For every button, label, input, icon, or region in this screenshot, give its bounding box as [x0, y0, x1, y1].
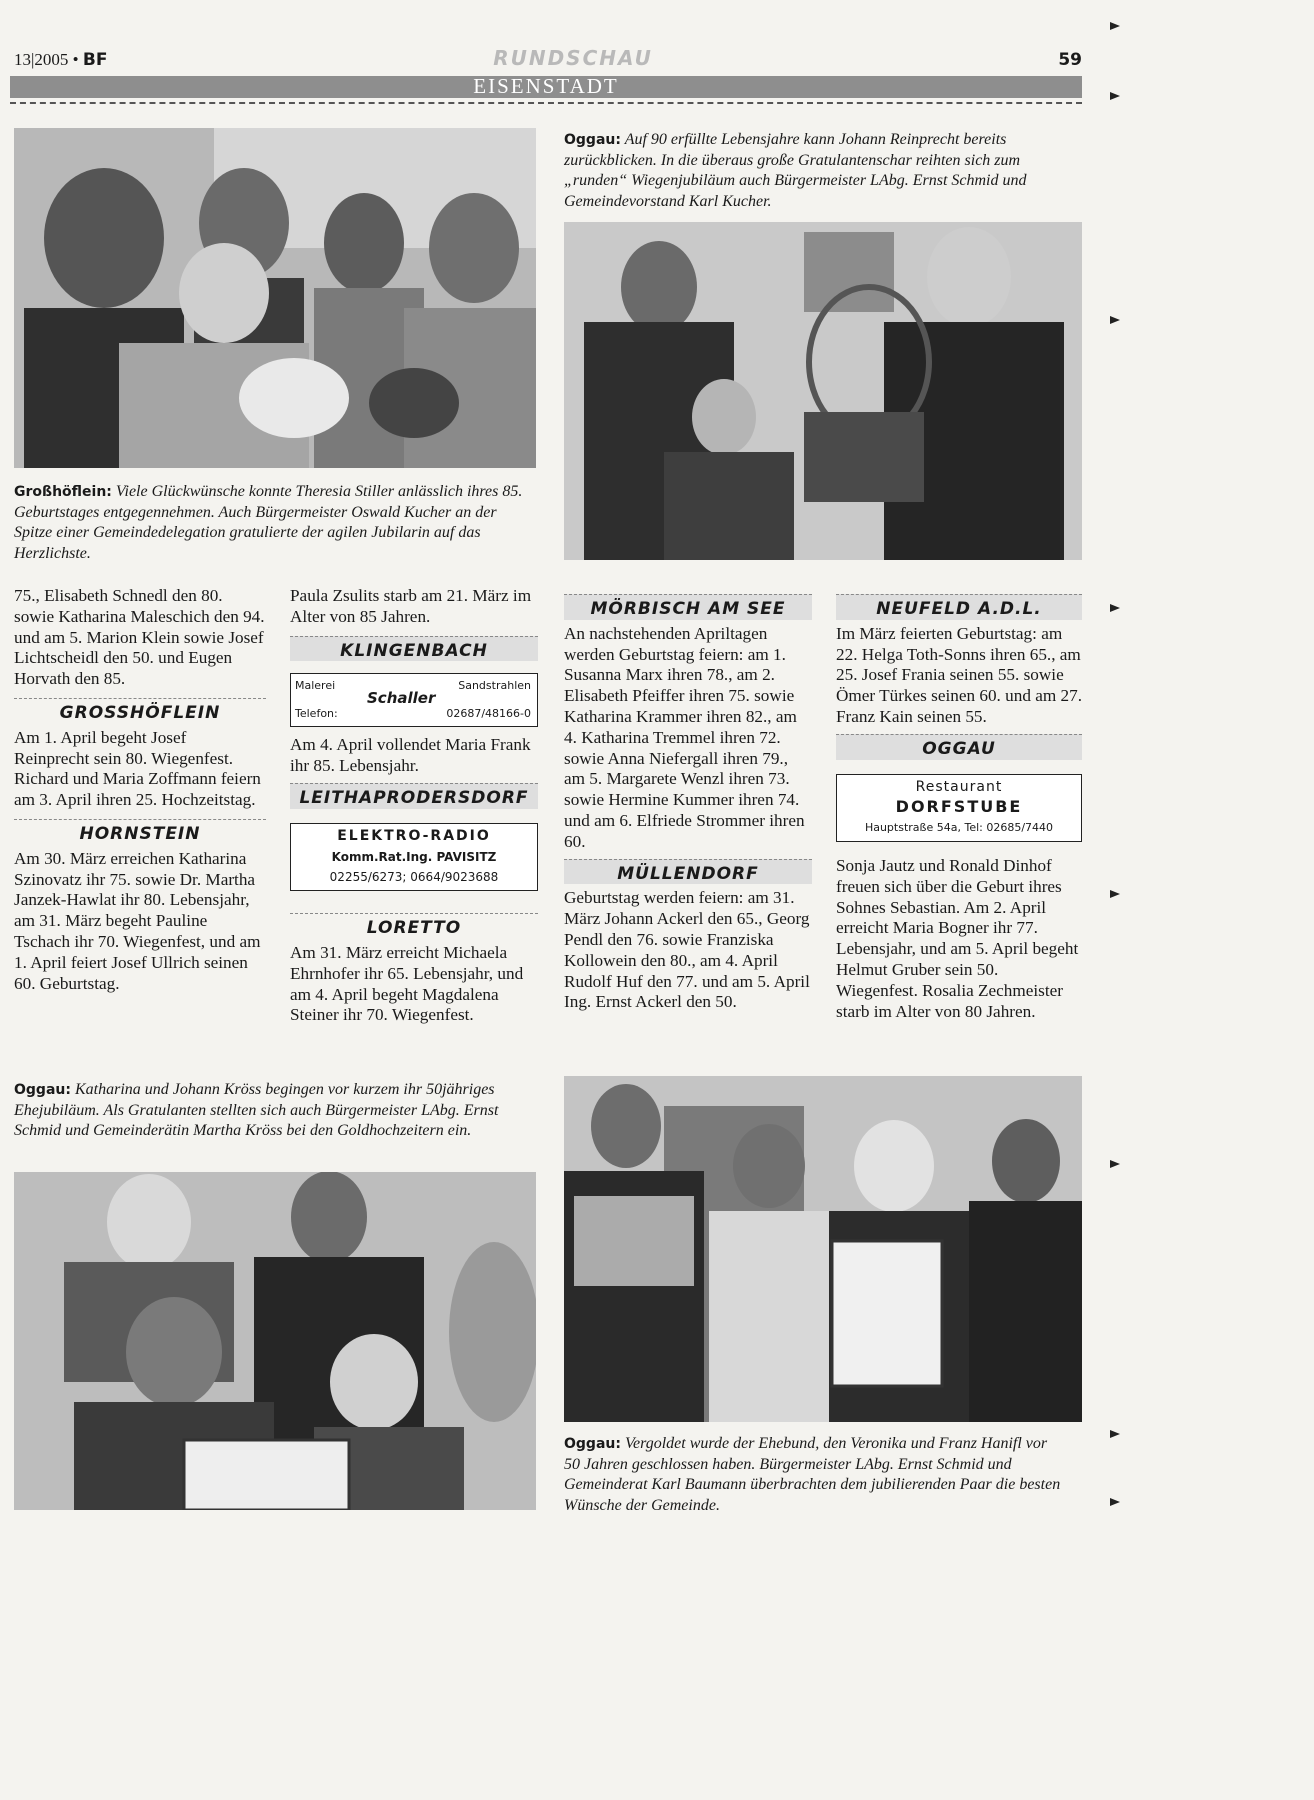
caption-place: Oggau:	[564, 132, 621, 148]
section-head-neufeld: NEUFELD A.D.L.	[836, 594, 1082, 620]
ad-dorfstube-line3: Hauptstraße 54a, Tel: 02685/7440	[864, 821, 1054, 835]
ad-elektro-radio	[290, 823, 538, 891]
margin-marker	[1110, 604, 1120, 612]
section-head-loretto: LORETTO	[290, 913, 538, 939]
margin-marker	[1110, 92, 1120, 100]
section-head-leithaprodersdorf: LEITHAPRODERSDORF	[290, 783, 538, 809]
ad-schaller-phone: 02687/48166-0	[446, 706, 531, 720]
ad-elektro-line2: Komm.Rat.Ing. PAVISITZ	[331, 849, 497, 864]
photo-oggau-kroess	[14, 1172, 536, 1510]
caption-oggau-kroess	[14, 1080, 534, 1142]
caption-text: Viele Glückwünsche konnte Theresia Stiller anlässlich ihres 85. Geburtstages entgegennehmen. Auch Bürgermeister Oswald Kucher an der Spitze einer Gemeindedelegation gratulierte der agilen Jubilarin auf das Herzlichste.	[14, 483, 523, 562]
caption-text: Auf 90 erfüllte Lebensjahre kann Johann Reinprecht bereits zurückblicken. In die überaus große Gratulantenschar reihten sich zum „runden“ Wiegenjubiläum auch Bürgermeister LAbg. Ernst Schmid und Gemeindevorstand Karl Kucher.	[564, 131, 1027, 210]
issue-number: 13|2005	[14, 50, 69, 69]
margin-marker	[1110, 1430, 1120, 1438]
section-head-hornstein: HORNSTEIN	[14, 819, 266, 845]
ad-dorfstube	[836, 774, 1082, 842]
caption-place: Oggau:	[564, 1436, 621, 1452]
column-3	[564, 594, 812, 1013]
margin-marker	[1110, 22, 1120, 30]
header-divider	[10, 102, 1082, 104]
header-bullet: •	[72, 50, 79, 69]
brand-label: BF	[82, 50, 108, 70]
ad-schaller-right-top: Sandstrahlen	[458, 679, 531, 693]
col2-loretto-text: Am 31. März erreicht Michaela Ehrnhofer ihr 65. Lebensjahr, und am 4. April begeht Magdalena Steiner ihr 70. Wiegenfest.	[290, 942, 524, 1025]
margin-marker	[1110, 1160, 1120, 1168]
ad-schaller-left-bottom: Telefon:	[295, 706, 338, 720]
col4-oggau-text: Sonja Jautz und Ronald Dinhof freuen sich über die Geburt ihres Sohnes Sebastian. Am 2. April erreicht Maria Bogner ihr 77. Lebensjahr, und am 5. April begeht Helmut Gruber sein 50. Wiegenfest. Rosalia Zechmeister starb im Alter von 80 Jahren.	[836, 855, 1079, 1021]
caption-place: Oggau:	[14, 1082, 71, 1098]
ad-elektro-line3: 02255/6273; 0664/9023688	[329, 870, 499, 885]
photo-oggau-reinprecht	[564, 222, 1082, 560]
caption-text: Vergoldet wurde der Ehebund, den Veronika und Franz Hanifl vor 50 Jahren geschlossen haben. Bürgermeister LAbg. Ernst Schmid und Gemeinderat Karl Baumann überbrachten dem jubilierenden Paar die besten Wünsche der Gemeinde.	[564, 1435, 1061, 1514]
col1-intro: 75., Elisabeth Schnedl den 80. sowie Katharina Maleschich den 94. und am 5. Marion Klein sowie Josef Lichtscheidl den 50. und Eugen Horvath den 85.	[14, 586, 265, 689]
ad-dorfstube-line2: DORFSTUBE	[895, 797, 1023, 817]
photo-grosshoeflein	[14, 128, 536, 468]
col2-intro: Paula Zsulits starb am 21. März im Alter von 85 Jahren.	[290, 586, 532, 626]
caption-oggau-reinprecht	[564, 130, 1064, 212]
col4-neufeld-text: Im März feierten Geburtstag: am 22. Helga Toth-Sonns ihren 65., am 25. Josef Frania seinen 55. sowie Ömer Türkes seinen 60. und am 27. Franz Kain seinen 55.	[836, 623, 1082, 726]
caption-place: Großhöflein:	[14, 484, 112, 500]
margin-marker	[1110, 316, 1120, 324]
col3-muellendorf-text: Geburtstag werden feiern: am 31. März Johann Ackerl den 65., Georg Pendl den 76. sowie Franziska Kollowein den 80., am 4. April Rudolf Huf den 77. und am 5. April Ing. Ernst Ackerl den 50.	[564, 888, 810, 1012]
caption-text: Katharina und Johann Kröss begingen vor kurzem ihr 50jähriges Ehejubiläum. Als Gratulanten stellten sich auch Bürgermeister LAbg. Ernst Schmid und Gemeinderätin Martha Kröss bei den Goldhochzeitern ein.	[14, 1081, 499, 1139]
col1-grosshoeflein-text: Am 1. April begeht Josef Reinprecht sein 80. Wiegenfest. Richard und Maria Zoffmann feiern am 3. April ihren 25. Hochzeitstag.	[14, 727, 261, 810]
col1-hornstein-text: Am 30. März erreichen Katharina Szinovatz ihr 75. sowie Dr. Martha Janzek-Hawlat ihr 80. Lebensjahr, am 31. März begeht Pauline Tschach ihr 70. Wiegenfest, und am 1. April feiert Josef Ullrich seinen 60. Geburtstag.	[14, 848, 261, 993]
region-title: EISENSTADT	[473, 74, 619, 98]
section-head-moerbisch: MÖRBISCH AM SEE	[564, 594, 812, 620]
section-head-klingenbach: KLINGENBACH	[290, 636, 538, 662]
photo-oggau-hanifl	[564, 1076, 1082, 1422]
margin-marker	[1110, 1498, 1120, 1506]
col3-moerbisch-text: An nachstehenden Apriltagen werden Geburtstag feiern: am 1. Susanna Marx ihren 78., am 2. Elisabeth Pfeiffer ihren 75. sowie Katharina Krammer ihren 82., am 4. Katharina Tremmel ihren 72. sowie Anna Niefergall ihren 79., am 5. Margarete Wenzl ihren 73. sowie Hermine Kummer ihren 74. und am 6. Elfriede Strommer ihren 60.	[564, 623, 805, 851]
section-head-oggau: OGGAU	[836, 734, 1082, 760]
ad-schaller-left-top: Malerei	[295, 679, 336, 693]
section-head-grosshoeflein: GROSSHÖFLEIN	[14, 698, 266, 724]
column-4	[836, 594, 1082, 1022]
ad-schaller	[290, 673, 538, 727]
ad-schaller-logo: Schaller	[367, 689, 436, 708]
col2-klingenbach-text: Am 4. April vollendet Maria Frank ihr 85. Lebensjahr.	[290, 735, 531, 776]
section-head-muellendorf: MÜLLENDORF	[564, 859, 812, 885]
section-title: RUNDSCHAU	[493, 46, 653, 70]
caption-oggau-hanifl	[564, 1434, 1064, 1516]
margin-marker	[1110, 890, 1120, 898]
column-1	[14, 586, 266, 994]
ad-elektro-line1: ELEKTRO-RADIO	[337, 827, 491, 844]
ad-dorfstube-line1: Restaurant	[915, 778, 1003, 795]
column-2	[290, 586, 538, 1026]
caption-grosshoeflein	[14, 482, 532, 564]
page-number: 59	[1058, 50, 1082, 70]
